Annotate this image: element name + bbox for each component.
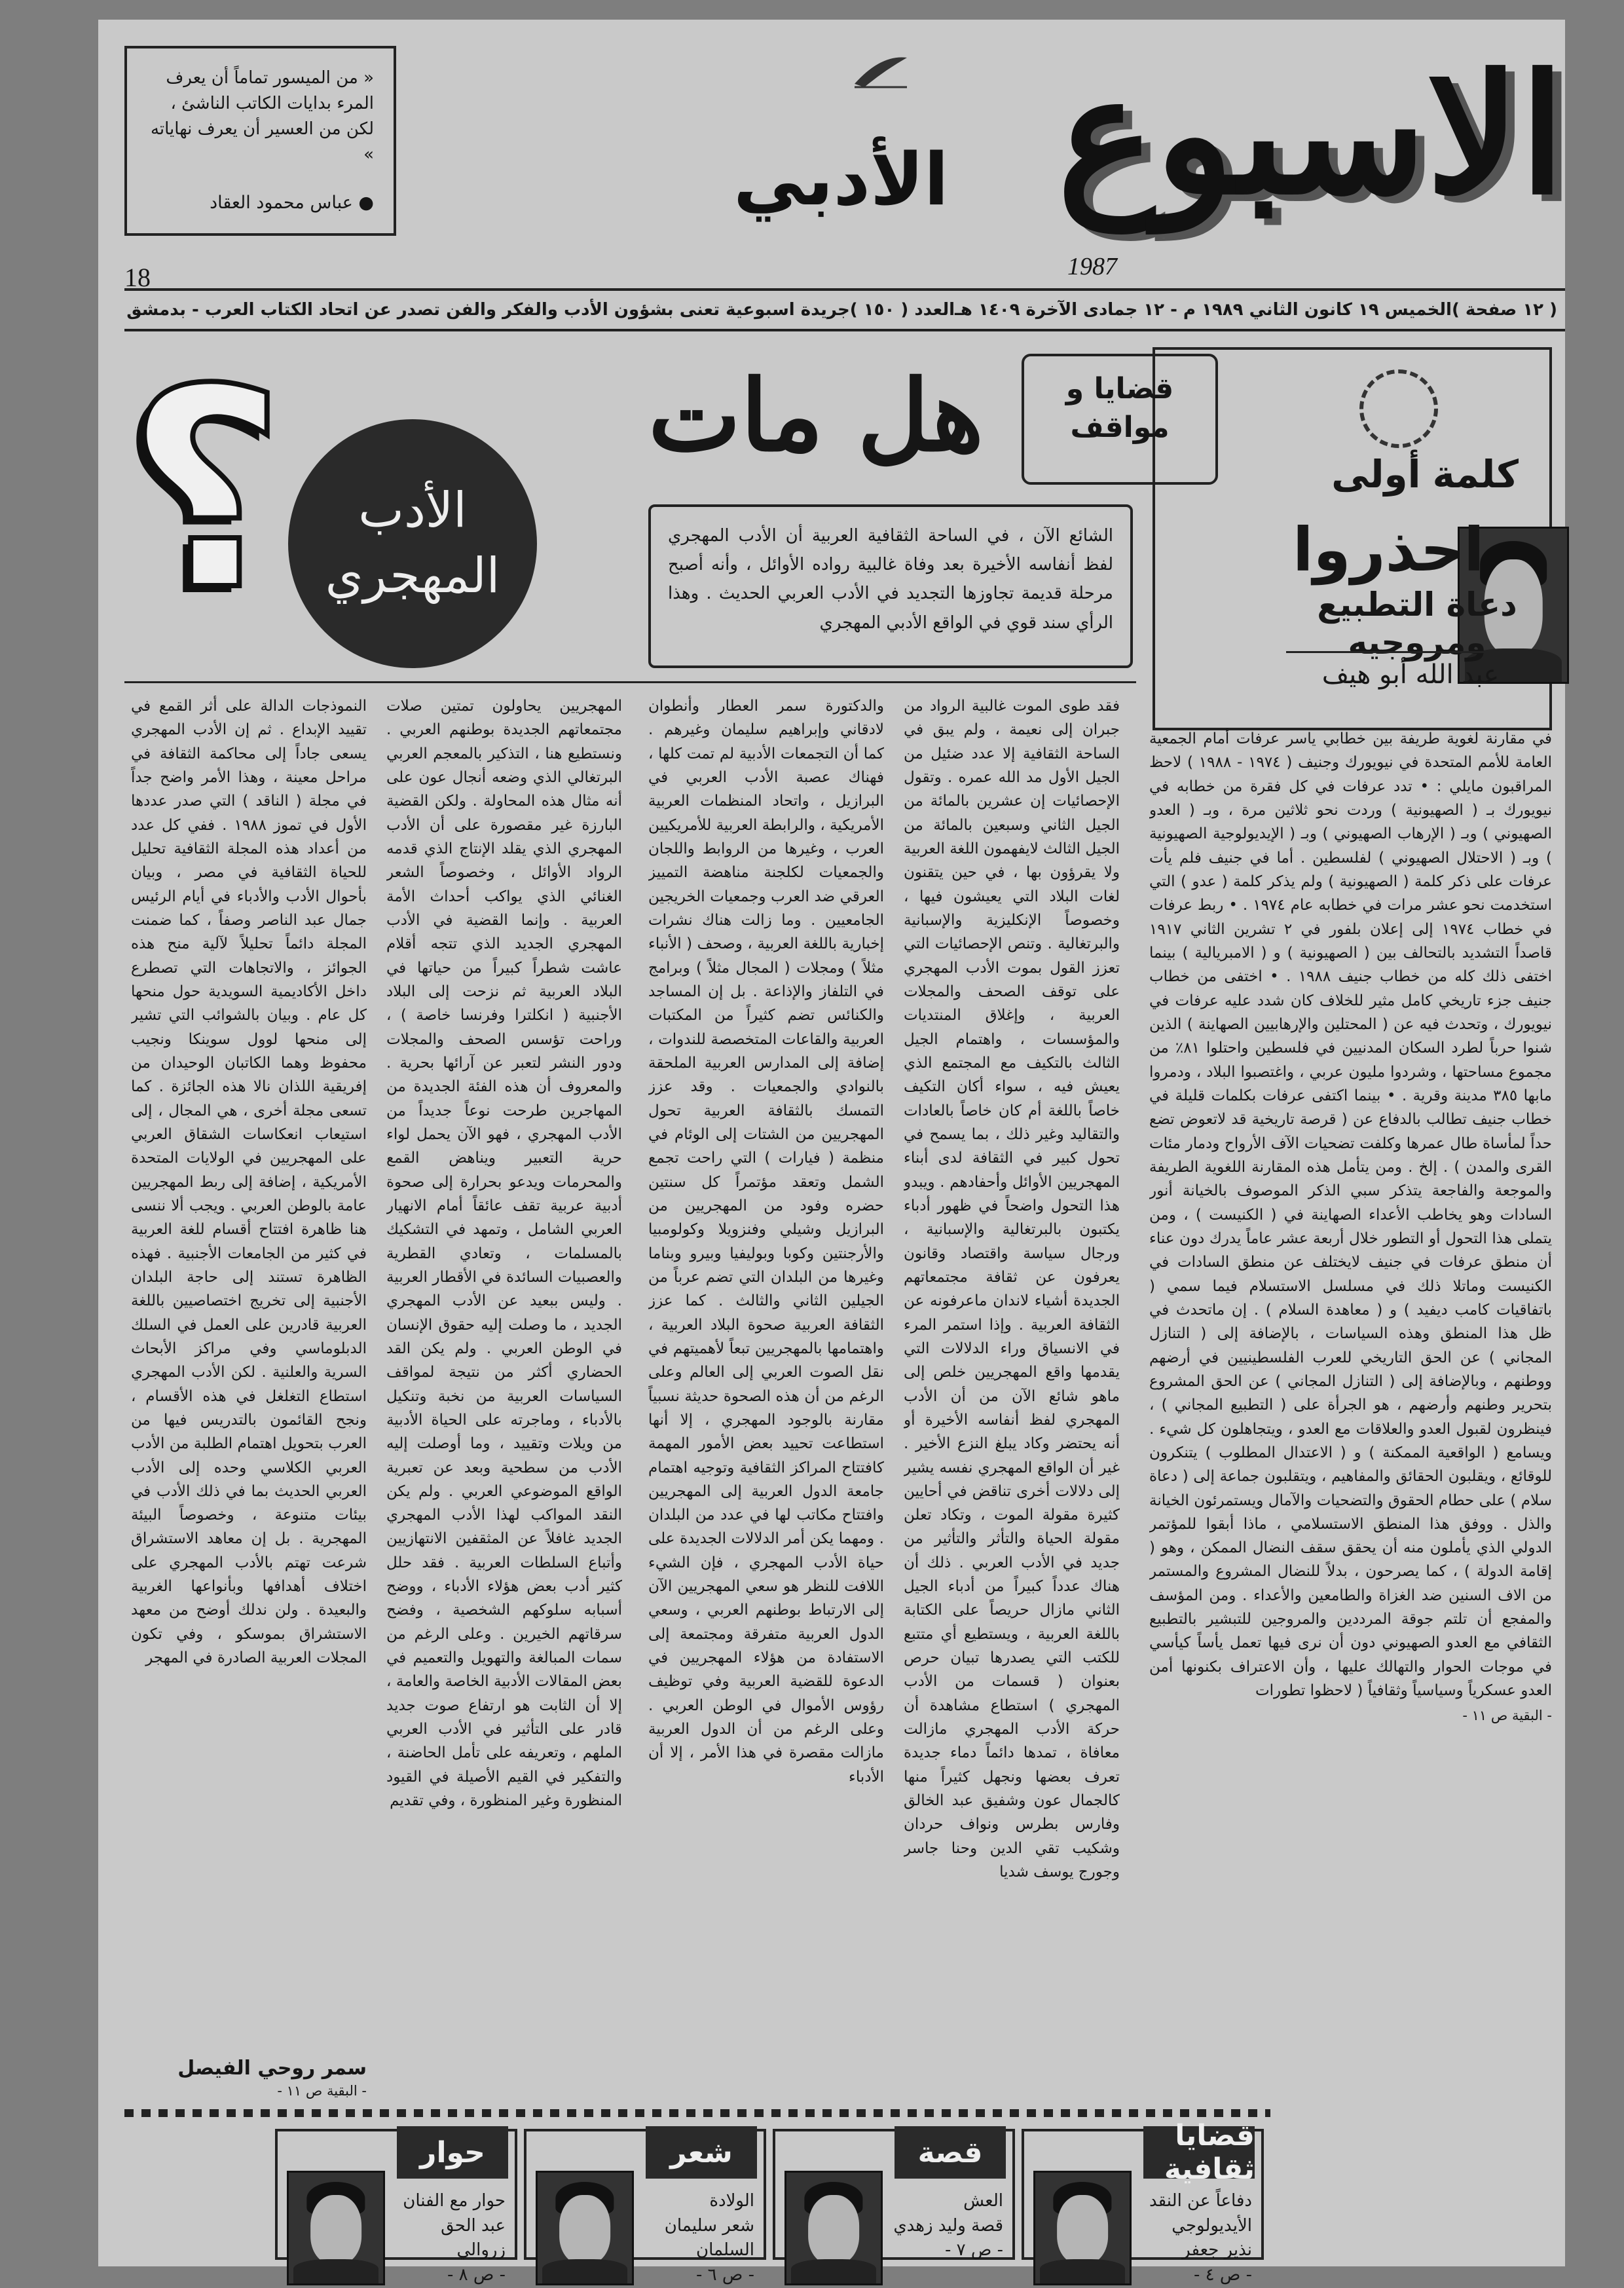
teaser-page: - ص ٧ - [945,2240,1003,2260]
teaser-author: نذير جعفر [1182,2240,1252,2260]
editorial-text: في مقارنة لغوية طريفة بين خطابي ياسر عرفات أمام الجمعية العامة للأمم المتحدة في نيويورك وجنيف ( ١٩٧٤ - ١٩٨٨ ) لاحظ المراقبون مايلي : • تدد عرفات في كل فقرة من خطابه في نيويورك بـ ( الصهيونية ) وردت نحو ثلاثين مرة ، وبـ ( العدو الصهيوني ) وبـ ( الإرهاب الصهيوني ) وبـ ( الإيديولوجية الصهيونية ) وبـ ( الاحتلال الصهيوني ) لفلسطين . أما في جنيف فلم يأت عرفات على ذكر كلمة ( الصهيونية ) ولم يذكر كلمة ( عدو ) التي استخدمت نحو عشر مرات في خطابه عام ١٩٧٤ . • ربط عرفات في خطاب ١٩٧٤ إلى إعلان بلفور في ٢ تشرين الثاني ١٩١٧ قاصداً التشديد بالتحالف بين ( الصهيونية ) و ( الامبريالية ) بينما اختفى ذلك كله من خطاب جنيف ١٩٨٨ . • اختفى من خطاب جنيف جزء تاريخي كامل مثير للخلاف كان شدد عليه عرفات في نيويورك ، وتحدث فيه عن ( المحتلين والإرهابيين الصهاينة ) الذين شنوا حرباً لطرد السكان المدنيين في فلسطين واحتلوا ٨١٪ من مجموع مساحتها ، وشردوا مليون عربي ، واغتصبوا البلاد ، ودمروا مابها ٣٨٥ مدينة وقرية . • بينما اكتفى عرفات بكلمات قليلة في خطاب جنيف تطالب بالدفاع عن ( قرصة تاريخية قد لاتعوض تضع حداً لمأساة طال عمرها وكلفت تضحيات الآف الأرواح ودمار مئات القرى والمدن ) . إلخ . ومن يتأمل هذه المقارنة اللغوية الطريفة والموجعة والفاجعة يتذكر سبي الذكر الموصوف بالخيانة أنور السادات وهو يخاطب الأعداء الصهاينة في ( الكنيست ) ، ومن يتملى هذا التحول أو التطور خلال أربعة عشر عاماً يدرك دون عناء أن منطق عرفات في جنيف لايختلف عن منطق السادات في الكنيست وماتلا ذلك في مسلسل الاستسلام فيما سمي ( باتفاقيات كامب ديفيد ) و ( معاهدة السلام ) . إن ماتحدث في ظل هذا المنطق وهذه السياسات ، بالإضافة إلى ( التنازل المجاني ) عن الحق التاريخي للعرب الفلسطينيين في أرضهم ووطنهم ، وبالإضافة إلى ( التنازل المجاني ) عن الحق المشروع بتحرير وطنهم وأرضهم ، هو الجرأة على ( التطبيع المجاني ) ، فينظرون لقبول العدو والعلاقات مع العدو ، ويتجاهلون كل شيء . ويسامع ( الواقعية الممكنة ) و ( الاعتدال المطلوب ) يتنكرون للوقائع ، ويقلبون الحقائق والمفاهيم ، ويتقلبون جماعة إلى ( دعاة سلام ) على حطام الحقوق والتضحيات والآمال ويستمرئون الخيانة والذل . ووفق هذا المنطق الاستسلامي ، ماذا أبقوا للمؤتمر الدولي الذي يأملون منه أن يحقق سقف النضال الممكن ، وهو ( إقامة الدولة ) ، كما يصرحون ، بدلاً للنضال المشروع والمستمر من الاف السنين ضد الغزاة والطامعين والأعداء . ومن المؤسف والمفجع أن تلتم جوقة المرددين والمروجين للتبشير بالتطبيع الثقافي مع العدو الصهيوني دون أن نرى فيها تعمل يأساً كيأسي في موجات الحوار والتهالك عليها ، وأن الاعتراف بكنونها أمن العدو عسكرياً وسياسياً وثقافياً ( لاحظوا تطورات [1149,730,1552,1700]
pages-count: ( ١٢ صفحة ) [1451,300,1557,320]
teaser-text: الولادة [709,2191,754,2211]
question-mark-graphic: ؟ [125,331,285,651]
masthead-title: الاسبوع [1057,38,1565,231]
label-kalima: كلمة [1432,452,1519,497]
label-oula: أولى [1331,452,1421,497]
section-tag-issues: قضايا و مواقف [1022,354,1218,485]
teaser-photo [784,2171,883,2285]
teaser-label: قضايا ثقافية [1143,2126,1255,2179]
feature-col-2-text: والدكتورة سمر العطار وأنطوان لادقاني وإبراهيم سليمان وغيرهم . كما أن التجمعات الأدبية لم تمت كلها ، فهناك عصبة الأدب العربي في البرازيل ، واتحاد المنظمات العربية الأمريكية ، والرابطة العربية للأمريكيين العرب ، وغيرها من الروابط واللجان والجمعيات لكلجنة مناهضة التمييز العرقي ضد العرب وجمعيات الخريجين الجامعيين . وما زالت هناك نشرات إخبارية باللغة العربية ، وصحف ( الأنباء مثلاً ) ومجلات ( المجال مثلاً ) وبرامج في التلفاز والإذاعة . بل إن المساجد والكنائس تضم كثيراً من المكتبات العربية والقاعات المتخصصة للندوات ، إضافة إلى المدارس العربية الملحقة بالنوادي والجمعيات . وقد عزز التمسك بالثقافة العربية تحول المهجريين من الشتات إلى الوئام في منظمة ( فيارات ) التي راحت تجمع الشمل وتعقد مؤتمراً كل سنتين حضره وفود من المهجريين من البرازيل وشيلي وفنزويلا وكولومبيا والأرجنتين وكوبا وبوليفيا وبيرو وبناما وغيرها من البلدان التي تضم عرباً من الجيلين الثاني والثالث . كما عزز الثقافة العربية صحوة البلاد العربية ، واهتمامها بالمهجريين تبعاً لأهميتهم في نقل الصوت العربي إلى العالم وعلى الرغم من أن هذه الصحوة حديثة نسبياً مقارنة بالوجود المهجري ، إلا أنها استطاعت تحييد بعض الأمور المهمة كافتتاح المراكز الثقافية وتوجيه اهتمام جامعة الدول العربية إلى المهجريين وافتتاح مكاتب لها في عدد من البلدان . ومهما يكن أمر الدلالات الجديدة على حياة الأدب المهجري ، فإن الشيء اللافت للنظر هو سعي المهجريين الآن إلى الارتباط بوطنهم العربي ، وسعي الدول العربية متفرقة ومجتمعة إلى الاستفادة من هؤلاء المهجريين في الدعوة للقضية العربية وفي توظيف رؤوس الأموال في الوطن العربي . وعلى الرغم من أن الدول العربية مازالت مقصرة في هذا الأمر ، إلا أن الأدباء [648,698,884,1786]
teaser-interview [275,2129,517,2285]
feature-title: هل مات [648,358,984,474]
circle-text-adab: الأدب [358,482,467,539]
editorial-continued: - البقية ص ١١ - [1462,1708,1552,1724]
feature-column-1 [904,694,1120,2109]
teaser-photo [536,2171,634,2285]
teaser-photo [1033,2171,1132,2285]
handwritten-year: 1987 [1067,253,1117,280]
aqqad-quote-box [124,46,396,236]
feature-circle [288,419,537,668]
editorial-headline: احذروا [1293,515,1485,585]
masthead-subtitle: الأدبي [733,138,949,221]
teaser-poetry [524,2129,766,2285]
teaser-cultural-issues [1022,2119,1264,2285]
teaser-text: العش [963,2191,1003,2211]
feature-continued: - البقية ص ١١ - [277,2083,367,2099]
dateline-bar [124,288,1565,331]
feature-lead: الشائع الآن ، في الساحة الثقافية العربية أن الأدب المهجري لفظ أنفاسه الأخيرة بعد وفاة غالبية رواده الأوائل ، وأنه أصبح مرحلة قديمة تجاوزها التجديد في الأدب العربي الحديث . وهذا الرأي سند قوي في الواقع الأدبي المهجري [648,504,1133,668]
first-word-label [1327,428,1523,520]
feature-title-area [648,354,1218,491]
quote-author: ● عباس محمود العقاد [210,192,374,213]
quote-text: « من الميسور تماماً أن يعرف المرء بدايات الكاتب الناشئ ، لكن من العسير أن يعرف نهاياته » [150,68,374,164]
teaser-page: - ص ٦ - [696,2265,754,2285]
teaser-author: شعر سليمان السلمان [664,2215,754,2260]
paper-description: جريدة اسبوعية تعنى بشؤون الأدب والفكر والفن تصدر عن اتحاد الكتاب العرب - بدمشق [126,300,850,320]
teaser-label: حوار [397,2126,508,2179]
pen-logo-icon [851,51,910,90]
teaser-label: قصة [895,2126,1006,2179]
feature-col-3-text: المهجريين يحاولون تمتين صلات مجتمعاتهم الجديدة بوطنهم العربي . ونستطيع هنا ، التذكير بالمعجم العربي البرتغالي الذي وضعه أنجال عون على أنه مثال هذه المحاولة . ولكن القضية البارزة غير مقصورة على أن الأدب المهجري الذي يقلد الإنتاج الذي قدمه الرواد الأوائل ، وخصوصاً الشعر الغنائي الذي يواكب أحداث الأمة العربية . وإنما القضية في الأدب المهجري الجديد الذي تتجه أقلام عاشت شطراً كبيراً من حياتها في البلاد العربية ثم نزحت إلى البلاد الأجنبية ( انكلترا وفرنسا خاصة ) ، وراحت تؤسس الصحف والمجلات ودور النشر لتعبر عن آرائها بحرية . والمعروف أن هذه الفئة الجديدة من المهاجرين طرحت نوعاً جديداً من الأدب المهجري ، فهو الآن يحمل لواء حرية التعبير ويناهض القمع والمحرمات ويدعو بحرارة إلى صحوة أدبية عربية تقف عائقاً أمام الانهيار العربي الشامل ، وتمهد في التشكيك بالمسلمات ، وتعادي القطرية والعصبيات السائدة في الأقطار العربية . وليس ببعيد عن الأدب المهجري الجديد ، ما وصلت إليه حقوق الإنسان في الوطن العربي . ولم يكن القد الحضاري أكثر من نتيجة لمواقف السياسات العربية من نخبة وتنكيل بالأدباء ، وماجرته على الحياة الأدبية من ويلات وتقييد ، وما أوصلت إليه الأدب من سطحية وبعد عن تعبرية الواقع الموضوعي العربي . ولم يكن النقد المواكب لهذا الأدب المهجري الجديد غافلاً عن المثقفين الانتهازيين وأتباع السلطات العربية . فقد حلل كثير أدب بعض هؤلاء الأدباء ، ووضح أسبابه سلوكهم الشخصية ، وفضح سرقاتهم الخيرين . وعلى الرغم من سمات المبالغة والتهويل والتعميم في بعض المقالات الأدبية الخاصة والعامة ، إلا أن الثابت هو ارتفاع صوت جديد قادر على التأثير في الأدب العربي الملهم ، وتعريفه على تأمل الحاضنة ، والتفكير في القيم الأصيلة في القيود المنظورة وغير المنظورة ، وفي تقديم [386,698,622,1810]
teaser-story [773,2129,1015,2260]
teaser-author: عبد الحق زروالي [441,2215,506,2260]
feature-author: سمر روحي الفيصل [177,2057,367,2080]
issue-date: الخميس ١٩ كانون الثاني ١٩٨٩ م - ١٢ جمادى الآخرة ١٤٠٩ هـ [955,300,1452,320]
editorial-body [1149,727,1552,2273]
editorial-author: عبد الله أبو هيف [1286,651,1535,690]
column-divider [124,681,1136,683]
issue-number: العدد ( ١٥٠ ) [849,300,955,320]
newspaper-page [98,20,1565,2285]
teaser-photo [287,2171,385,2285]
teaser-page: - ص ٤ - [1194,2265,1252,2285]
masthead [485,38,1565,255]
feature-column-2 [648,694,884,2109]
teaser-page: - ص ٨ - [447,2265,506,2285]
teaser-strip-border [124,2109,1270,2117]
feature-col-4-text: النموذجات الدالة على أثر القمع في تقييد الإبداع . ثم إن الأدب المهجري يسعى جاداً إلى محاكمة الثقافة في مراحل معينة ، وهذا الأمر واضح جداً في مجلة ( الناقد ) التي صدر عددها الأول في تموز ١٩٨٨ . ففي كل عدد من أعداد هذه المجلة الثقافية تحليل للحياة الثقافية في مصر ، وبيان بأحوال الأدب والأدباء في أيام الرئيس جمال عبد الناصر وصفاً ، كما ضمنت المجلة دائماً تحليلاً لآلية منح هذه الجوائز ، والاتجاهات التي تصطرع داخل الأكاديمية السويدية حول منحها كل عام . وبيان بالشوائب التي تشير إلى منحها لوول سوينكا ونجيب محفوظ وهما الكاتبان الوحيدان من إفريقية اللذان نالا هذه الجائزة . كما تسعى مجلة أخرى ، هي المجال ، إلى استيعاب انعكاسات الشقاق العربي على المهجريين في الولايات المتحدة الأمريكية ، إضافة إلى ربط المهجريين عامة بالوطن العربي . ويجب ألا ننسى هنا ظاهرة افتتاح أقسام للغة العربية في كثير من الجامعات الأجنبية . فهذه الظاهرة تستند إلى حاجة البلدان الأجنبية إلى تخريج اختصاصيين باللغة العربية قادرين على العمل في السلك الدبلوماسي وفي مراكز الأبحاث السرية والعلنية . لكن الأدب المهجري استطاع التغلغل في هذه الأقسام ، ونجح القائمون بالتدريس فيها من العرب بتحويل اهتمام الطلبة من الأدب العربي الكلاسي وحده إلى الأدب العربي الحديث بما في ذلك الأدب في بيئات متنوعة ، وخصوصاً البيئة المهجرية . بل إن معاهد الاستشراق شرعت تهتم بالأدب المهجري على اختلاف أهدافها وبأنواعها الغربية والبعيدة . ولن ندلك أوضح من معهد الاستشراق بموسكو ، وفي تكون المجلات العربية الصادرة في المهجر [131,698,367,1667]
handwritten-page-number: 18 [124,263,151,292]
circle-text-mahjari: المهجري [325,548,500,604]
feature-column-3 [386,694,622,2109]
feature-column-4 [131,694,367,2057]
teaser-text: حوار مع الفنان [403,2191,506,2211]
teaser-label: شعر [646,2126,757,2179]
feature-col-1-text: فقد طوى الموت غالبية الرواد من جبران إلى نعيمة ، ولم يبق في الساحة الثقافية إلا عدد ضئيل من الجيل الأول مد الله عمره . وتقول الإحصائيات إن عشرين بالمائة من الجيل الثاني وسبعين بالمائة من الجيل الثالث لايفهمون اللغة العربية ولا يقرؤون بها ، في حين يتقنون لغات البلاد التي يعيشون فيها ، وخصوصاً الإنكليزية والإسبانية والبرتغالية . وتنص الإحصائيات التي تعزز القول بموت الأدب المهجري على توقف الصحف والمجلات العربية ، وإغلاق المنتديات والمؤسسات ، واهتمام الجيل الثالث بالتكيف مع المجتمع الذي يعيش فيه ، سواء أكان التكيف خاصاً باللغة أم كان خاصاً بالعادات والتقاليد وغير ذلك ، بما يسمح في تحول كبير في الثقافة لدى أبناء المهجريين الأوائل وأحفادهم . ويبدو هذا التحول واضحاً في ظهور أدباء يكتبون بالبرتغالية والإسبانية ، ورجال سياسة واقتصاد وقانون يعرفون عن ثقافة مجتمعاتهم الجديدة أشياء لاندان ماعرفونه عن الثقافة العربية . وإذا استمر المرء في الانسياق وراء الدلالات التي يقدمها واقع المهجريين خلص إلى ماهو شائع الآن من أن الأدب المهجري لفظ أنفاسه الأخيرة أو أنه يحتضر وكاد يبلغ النزع الأخير . غير أن الواقع المهجري نفسه يشير إلى دلالات أخرى تناقض في أحايين كثيرة مقولة الموت ، وتكاد تعلن مقولة الحياة والتأثر والتأثير من جديد في الأدب العربي . ذلك أن هناك عدداً كبيراً من أدباء الجيل الثاني مازال حريصاً على الكتابة باللغة العربية ، ويستطيع أي متتبع للكتب التي يصدرها تبيان حرص بعنوان ( قسمات من الأدب المهجري ) استطاع مشاهدة أن حركة الأدب المهجري مازالت معافاة ، تمدها دائماً دماء جديدة تعرف بعضها ونجهل كثيراً منها كالجمال عون وشفيق عبد الخالق وفارس بطرس ونواف حردان وشكيب تقي الدين وحنا جاسر وجورج يوسف شديا [904,698,1120,1881]
teaser-author: قصة وليد زهدي [893,2215,1003,2236]
editorial-subheadline: دعاة التطبيع ومروجيه [1317,586,1517,662]
teaser-text: دفاعاً عن النقد الأيديولوجي [1149,2191,1252,2236]
